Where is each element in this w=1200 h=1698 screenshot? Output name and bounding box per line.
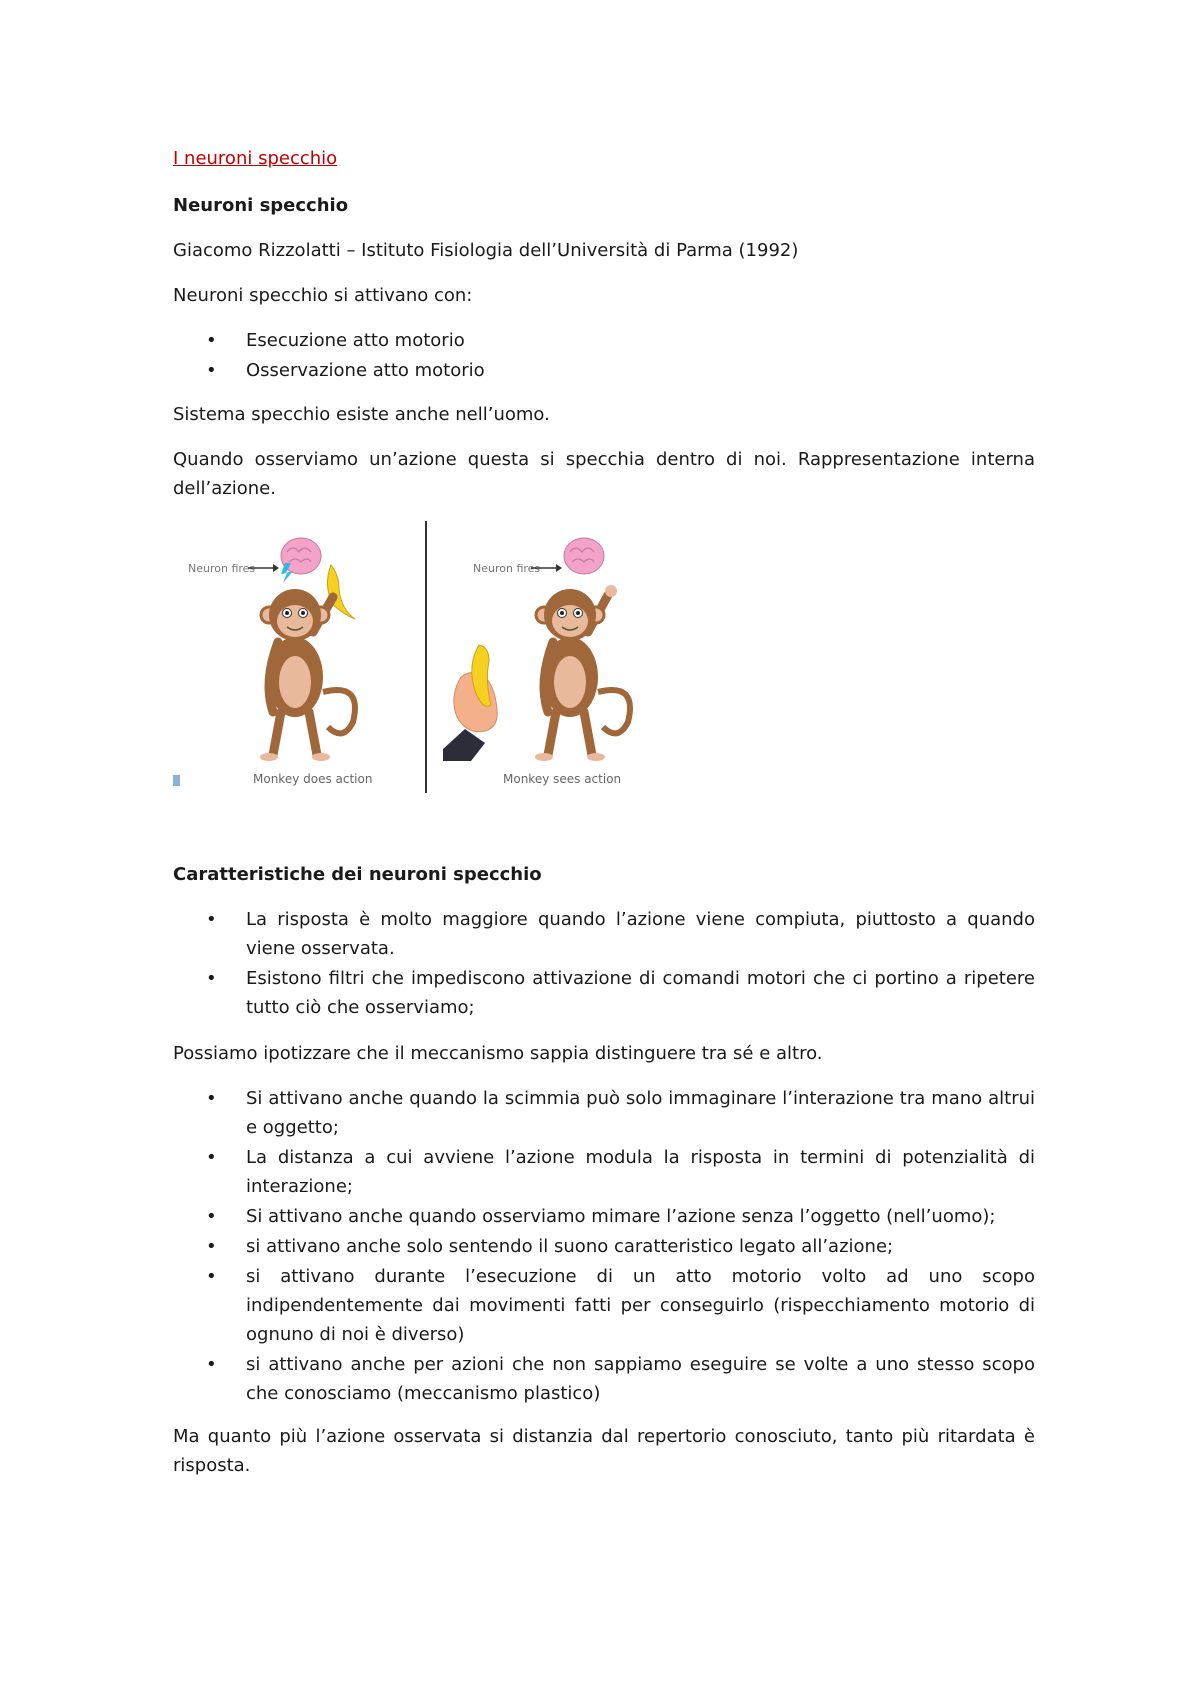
bullet-icon: • [206,1206,217,1227]
bullet-icon: • [206,330,217,351]
mirror-neuron-figure [173,517,675,793]
observe-paragraph: Quando osserviamo un’azione questa si specchia dentro di noi. Rappresentazione interna dell’azione. [173,449,1035,499]
image-anchor-icon [173,775,180,786]
list-item: • si attivano anche per azioni che non sappiamo eseguire se volte a uno stesso scopo che conosciamo (meccanismo plastico) [173,1350,1035,1408]
list-item: • si attivano durante l’esecuzione di un atto motorio volto ad uno scopo indipendentemente dai movimenti fatti per conseguirlo (rispecchiamento motorio di ognuno di noi è diverso) [173,1262,1035,1349]
list-item: • La distanza a cui avviene l’azione modula la risposta in termini di potenzialità di interazione; [173,1143,1035,1201]
bullet-icon: • [206,968,217,989]
list-item: • Osservazione atto motorio [173,356,1035,385]
list-item: • Si attivano anche quando osserviamo mimare l’azione senza l’oggetto (nell’uomo); [173,1202,1035,1231]
system-paragraph: Sistema specchio esiste anche nell’uomo. [173,404,550,425]
activation-list [173,326,1035,385]
list-item: • Si attivano anche quando la scimmia può solo immaginare l’interazione tra mano altrui e oggetto; [173,1084,1035,1142]
section-heading-caratteristiche: Caratteristiche dei neuroni specchio [173,864,542,885]
final-paragraph: Ma quanto più l’azione osservata si distanzia dal repertorio conosciuto, tanto più ritardata è risposta. [173,1426,1035,1476]
activation-intro: Neuroni specchio si attivano con: [173,285,473,306]
distinguish-paragraph: Possiamo ipotizzare che il meccanismo sappia distinguere tra sé e altro. [173,1043,823,1064]
section-heading-neuroni: Neuroni specchio [173,195,349,216]
bullet-icon: • [206,909,217,930]
right-caption: Monkey sees action [503,772,622,786]
list-item: • La risposta è molto maggiore quando l’azione viene compiuta, piuttosto a quando viene osservata. [173,905,1035,963]
list-item: • Esecuzione atto motorio [173,326,1035,355]
brain-icon [564,538,604,574]
bullet-icon: • [206,1266,217,1287]
bullet-icon: • [206,1088,217,1109]
activation-details-list [173,1084,1035,1409]
bullet-icon: • [206,360,217,381]
left-neuron-label: Neuron fires [188,562,256,575]
list-item: • si attivano anche solo sentendo il suono caratteristico legato all’azione; [173,1232,1035,1261]
author-line: Giacomo Rizzolatti – Istituto Fisiologia dell’Università di Parma (1992) [173,240,799,261]
bullet-icon: • [206,1354,217,1375]
bullet-icon: • [206,1147,217,1168]
bullet-icon: • [206,1236,217,1257]
document-title: I neuroni specchio [173,148,338,169]
list-item: • Esistono filtri che impediscono attivazione di comandi motori che ci portino a ripetere tutto ciò che osserviamo; [173,964,1035,1022]
characteristics-list [173,905,1035,1023]
left-caption: Monkey does action [253,772,373,786]
right-neuron-label: Neuron fires [473,562,541,575]
